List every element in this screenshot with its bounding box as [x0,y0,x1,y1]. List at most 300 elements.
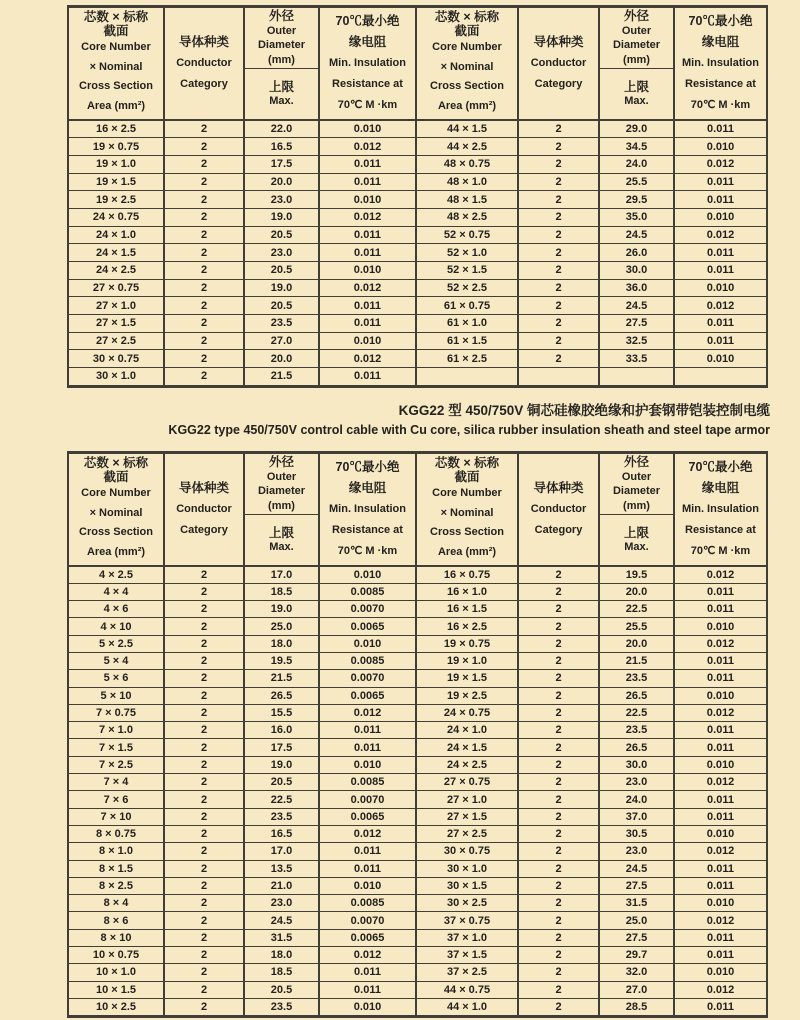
table-cell: 22.5 [599,601,674,618]
table-cell: 30 × 2.5 [416,895,518,912]
header-text: Diameter [612,485,661,497]
header-text: 缘电阻 [348,34,387,49]
table-cell: 22.5 [244,791,319,808]
spec-table-top-body [68,120,767,387]
table-cell: 37 × 1.5 [416,947,518,964]
table-cell: 2 [164,297,244,315]
table-cell: 52 × 0.75 [416,226,518,244]
table-cell: 0.010 [674,618,767,635]
table-cell: 7 × 1.5 [68,739,164,756]
table-cell: 19 × 2.5 [416,687,518,704]
table-cell: 23.5 [599,670,674,687]
table-cell: 18.5 [244,583,319,600]
table-cell: 19.0 [244,601,319,618]
table-row [68,929,767,946]
table-row [68,687,767,704]
table-row [68,315,767,333]
table-cell: 27.0 [244,332,319,350]
header-text: 导体种类 [533,34,584,49]
table-cell: 7 × 0.75 [68,704,164,721]
table-cell: 52 × 1.5 [416,262,518,280]
table-cell: 0.012 [674,912,767,929]
table-row [68,279,767,297]
table-row [68,774,767,791]
table-cell: 0.011 [674,808,767,825]
table-cell: 0.010 [674,208,767,226]
table-cell: 2 [518,173,599,191]
table-cell: 2 [518,138,599,156]
header-min-insulation-resistance-right [674,7,767,120]
table-cell: 31.5 [244,929,319,946]
table-cell: 23.5 [599,722,674,739]
table-cell: 16.0 [244,722,319,739]
table-cell: 27.5 [599,315,674,333]
header-core-number-left [68,453,164,566]
table-cell: 23.5 [244,315,319,333]
table-cell: 19 × 1.0 [68,155,164,173]
table-cell: 2 [518,315,599,333]
header-text: Min. Insulation [329,56,406,69]
table-cell: 2 [164,843,244,860]
table-cell: 19 × 2.5 [68,191,164,209]
table-cell [518,368,599,387]
table-cell: 2 [164,756,244,773]
header-core-number-left [68,7,164,120]
table-cell: 0.012 [674,635,767,652]
table-row [68,808,767,825]
header-text: Resistance at [332,523,403,536]
table-cell: 0.012 [674,226,767,244]
table-cell: 2 [518,739,599,756]
table-cell: 22.5 [599,704,674,721]
table-cell: 37 × 2.5 [416,964,518,981]
header-conductor-category-right [518,453,599,566]
header-text: 截面 [103,24,129,39]
header-text: Max. [269,94,294,107]
table-cell [674,368,767,387]
header-outer-diameter-left [244,7,319,69]
table-cell: 0.011 [674,860,767,877]
table-cell: 0.010 [319,756,416,773]
table-cell: 23.0 [244,244,319,262]
table-cell: 24 × 1.0 [416,722,518,739]
header-text: 芯数 × 标称 [434,456,500,471]
table-cell: 23.0 [244,895,319,912]
table-cell: 24 × 0.75 [68,208,164,226]
table-cell: 2 [164,929,244,946]
table-cell: 10 × 2.5 [68,998,164,1016]
table-cell: 7 × 2.5 [68,756,164,773]
table-cell: 0.011 [319,226,416,244]
header-text: Area (mm²) [86,545,146,558]
table-cell: 26.5 [244,687,319,704]
table-cell: 2 [518,566,599,584]
table-cell: 2 [518,860,599,877]
header-text: 芯数 × 标称 [83,456,149,471]
header-text: 外径 [268,9,294,23]
table-row [68,756,767,773]
table-cell: 0.010 [674,687,767,704]
table-cell: 0.011 [674,929,767,946]
table-row [68,208,767,226]
header-text: × Nominal [89,506,143,519]
table-cell: 19 × 1.5 [416,670,518,687]
table-cell: 0.011 [674,722,767,739]
table-cell: 0.011 [674,262,767,280]
table-cell: 21.5 [244,368,319,387]
table-cell: 7 × 1.0 [68,722,164,739]
table-cell: 20.5 [244,297,319,315]
table-row [68,981,767,998]
table-cell: 2 [164,583,244,600]
header-text: Cross Section [430,526,504,539]
table-cell: 0.010 [674,895,767,912]
header-text: Outer [621,470,652,483]
table-row [68,566,767,584]
table-cell: 2 [164,244,244,262]
header-text: 70℃ M ·km [690,98,751,111]
table-cell: 0.011 [674,998,767,1016]
table-cell: 2 [164,825,244,842]
table-cell: 2 [518,964,599,981]
table-cell: 22.0 [244,120,319,138]
table-cell: 2 [518,350,599,368]
table-cell: 2 [518,601,599,618]
table-cell: 26.5 [599,687,674,704]
header-text: Outer [266,470,297,483]
header-text: × Nominal [440,60,494,73]
header-text: 70℃最小绝 [335,459,400,474]
header-text: 芯数 × 标称 [83,10,149,25]
header-outer-diameter-right [599,453,674,515]
table-cell: 13.5 [244,860,319,877]
table-cell: 0.0070 [319,601,416,618]
table-cell: 37.0 [599,808,674,825]
header-text: Resistance at [332,77,403,90]
table-cell: 0.011 [674,315,767,333]
table-cell: 24.5 [599,297,674,315]
header-text: (mm) [268,53,295,66]
table-cell: 30 × 1.0 [416,860,518,877]
table-cell: 32.5 [599,332,674,350]
table-cell: 0.011 [319,315,416,333]
table-cell: 2 [164,315,244,333]
table-cell: 30 × 0.75 [416,843,518,860]
table-cell: 19 × 0.75 [416,635,518,652]
table-cell: 24.0 [599,791,674,808]
header-conductor-category-left [164,7,244,120]
table-cell: 2 [164,138,244,156]
table-cell: 2 [164,722,244,739]
table-cell: 20.0 [244,350,319,368]
table-cell: 2 [518,208,599,226]
table-cell: 2 [164,652,244,669]
table-cell: 23.0 [599,843,674,860]
table-cell: 2 [518,722,599,739]
table-cell: 61 × 1.5 [416,332,518,350]
table-cell: 2 [164,120,244,138]
table-cell: 0.011 [674,244,767,262]
header-text: Conductor [530,56,587,69]
table-cell: 0.011 [674,120,767,138]
table-cell: 0.011 [674,583,767,600]
table-row [68,368,767,387]
table-cell: 61 × 0.75 [416,297,518,315]
table-cell: 2 [164,566,244,584]
table-cell: 61 × 2.5 [416,350,518,368]
table-cell: 16 × 1.0 [416,583,518,600]
table-cell: 5 × 6 [68,670,164,687]
table-cell: 0.012 [674,297,767,315]
table-cell: 2 [518,332,599,350]
table-row [68,138,767,156]
header-text: 外径 [623,455,649,469]
table-cell: 37 × 0.75 [416,912,518,929]
table-cell [416,368,518,387]
header-max-limit-left [244,515,319,566]
header-text: 70℃最小绝 [335,13,400,28]
table-row [68,843,767,860]
header-text: Core Number [81,487,151,500]
table-row [68,191,767,209]
table-cell: 44 × 2.5 [416,138,518,156]
table-cell: 20.5 [244,981,319,998]
table-cell: 0.012 [319,825,416,842]
header-text: Area (mm²) [86,99,146,112]
table-row [68,791,767,808]
table-cell [599,368,674,387]
table-cell: 16 × 2.5 [68,120,164,138]
table-cell: 23.0 [599,774,674,791]
table-cell: 2 [518,635,599,652]
header-text: 芯数 × 标称 [434,10,500,25]
table-cell: 16 × 2.5 [416,618,518,635]
table-cell: 0.011 [674,601,767,618]
table-cell: 2 [518,912,599,929]
table-cell: 0.0085 [319,583,416,600]
table-cell: 2 [518,877,599,894]
spec-table-bottom [67,451,768,1018]
table-row [68,173,767,191]
table-cell: 0.010 [319,191,416,209]
table-cell: 5 × 2.5 [68,635,164,652]
table-cell: 16 × 1.5 [416,601,518,618]
table-cell: 19 × 1.0 [416,652,518,669]
table-row [68,635,767,652]
table-cell: 0.012 [674,843,767,860]
table-row [68,722,767,739]
table-cell: 2 [164,601,244,618]
table-cell: 2 [518,670,599,687]
table-cell: 23.5 [244,998,319,1016]
table-cell: 0.0085 [319,895,416,912]
header-text: Conductor [530,502,587,515]
table-cell: 0.012 [319,704,416,721]
table-cell: 48 × 0.75 [416,155,518,173]
header-text: Resistance at [685,77,756,90]
table-cell: 29.5 [599,191,674,209]
header-text: Area (mm²) [437,99,497,112]
table-cell: 30 × 1.0 [68,368,164,387]
header-max-limit-right [599,515,674,566]
table-cell: 2 [518,843,599,860]
table-cell: 2 [518,947,599,964]
table-cell: 48 × 1.5 [416,191,518,209]
table-cell: 61 × 1.0 [416,315,518,333]
table-cell: 0.0065 [319,618,416,635]
header-text: 导体种类 [178,34,229,49]
table-row [68,120,767,138]
header-text: Category [534,77,583,90]
table-cell: 2 [518,155,599,173]
table-cell: 0.011 [674,739,767,756]
header-text: 截面 [454,24,480,39]
table-cell: 0.0085 [319,774,416,791]
table-cell: 52 × 2.5 [416,279,518,297]
table-cell: 20.5 [244,226,319,244]
table-cell: 2 [164,947,244,964]
table-cell: 36.0 [599,279,674,297]
table-cell: 0.010 [319,998,416,1016]
table-cell: 27 × 1.5 [416,808,518,825]
table-cell: 19.0 [244,208,319,226]
table-cell: 27 × 2.5 [416,825,518,842]
table-cell: 0.011 [674,877,767,894]
header-text: 70℃ M ·km [690,544,751,557]
table-cell: 2 [164,279,244,297]
table-cell: 44 × 1.0 [416,998,518,1016]
table-cell: 2 [164,877,244,894]
header-text: × Nominal [440,506,494,519]
table-cell: 5 × 4 [68,652,164,669]
table-cell: 2 [164,262,244,280]
header-text: Category [180,77,228,90]
table-cell: 10 × 1.5 [68,981,164,998]
header-text: 上限 [268,525,294,540]
header-text: 上限 [623,525,649,540]
table-cell: 31.5 [599,895,674,912]
header-text: Cross Section [430,80,504,93]
header-conductor-category-right [518,7,599,120]
table-cell: 16 × 0.75 [416,566,518,584]
table-cell: 2 [518,297,599,315]
table-row [68,244,767,262]
table-cell: 2 [164,670,244,687]
table-cell: 2 [164,155,244,173]
table-cell: 37 × 1.0 [416,929,518,946]
table-cell: 0.0065 [319,687,416,704]
table-cell: 0.011 [319,860,416,877]
table-cell: 0.010 [674,756,767,773]
table-cell: 2 [518,244,599,262]
spec-table-top [67,5,768,388]
table-cell: 0.0065 [319,929,416,946]
table-cell: 25.0 [244,618,319,635]
table-cell: 27.5 [599,877,674,894]
table-cell: 0.011 [319,368,416,387]
table-cell: 18.5 [244,964,319,981]
table-cell: 20.0 [599,635,674,652]
table-row [68,297,767,315]
table-cell: 25.0 [599,912,674,929]
table-cell: 0.011 [319,173,416,191]
table-cell: 17.0 [244,843,319,860]
spec-table-bottom-header [68,453,767,566]
header-text: 缘电阻 [701,480,740,495]
table-cell: 44 × 0.75 [416,981,518,998]
section-title-english: KGG22 type 450/750V control cable with Cu core, silica rubber insulation sheath and steel tape armor [168,423,770,437]
table-cell: 0.011 [674,332,767,350]
table-cell: 0.011 [319,981,416,998]
table-row [68,601,767,618]
table-cell: 2 [518,583,599,600]
header-text: Outer [621,24,652,37]
table-cell: 25.5 [599,173,674,191]
header-text: 截面 [103,470,129,485]
table-cell: 27 × 2.5 [68,332,164,350]
table-cell: 19.0 [244,756,319,773]
table-cell: 0.010 [319,120,416,138]
header-text: (mm) [623,499,650,512]
table-cell: 30 × 1.5 [416,877,518,894]
header-outer-diameter-left [244,453,319,515]
header-text: (mm) [268,499,295,512]
table-cell: 19.0 [244,279,319,297]
table-cell: 30.0 [599,756,674,773]
table-cell: 2 [164,860,244,877]
table-cell: 0.0065 [319,808,416,825]
table-cell: 19.5 [599,566,674,584]
table-cell: 21.5 [599,652,674,669]
table-row [68,912,767,929]
header-min-insulation-resistance-right [674,453,767,566]
table-row [68,670,767,687]
table-cell: 0.011 [319,964,416,981]
table-cell: 0.012 [319,138,416,156]
header-text: Max. [624,540,649,553]
table-cell: 24 × 2.5 [68,262,164,280]
table-cell: 0.011 [319,297,416,315]
table-cell: 20.0 [599,583,674,600]
table-cell: 19 × 1.5 [68,173,164,191]
table-cell: 0.0085 [319,652,416,669]
table-cell: 2 [518,791,599,808]
section-title [0,401,770,440]
table-cell: 2 [164,191,244,209]
table-row [68,155,767,173]
table-cell: 27 × 1.5 [68,315,164,333]
table-cell: 23.5 [244,808,319,825]
table-cell: 2 [164,368,244,387]
table-cell: 0.011 [674,947,767,964]
header-max-limit-left [244,69,319,120]
table-cell: 23.0 [244,191,319,209]
table-cell: 0.012 [674,704,767,721]
table-cell: 0.012 [674,981,767,998]
table-cell: 24 × 2.5 [416,756,518,773]
table-cell: 2 [164,791,244,808]
header-text: Min. Insulation [682,502,759,515]
table-row [68,704,767,721]
table-cell: 4 × 10 [68,618,164,635]
header-text: Conductor [176,56,232,69]
spec-table-bottom-body [68,566,767,1017]
table-cell: 0.010 [674,350,767,368]
table-cell: 2 [518,120,599,138]
table-cell: 0.012 [319,947,416,964]
header-conductor-category-left [164,453,244,566]
table-row [68,739,767,756]
